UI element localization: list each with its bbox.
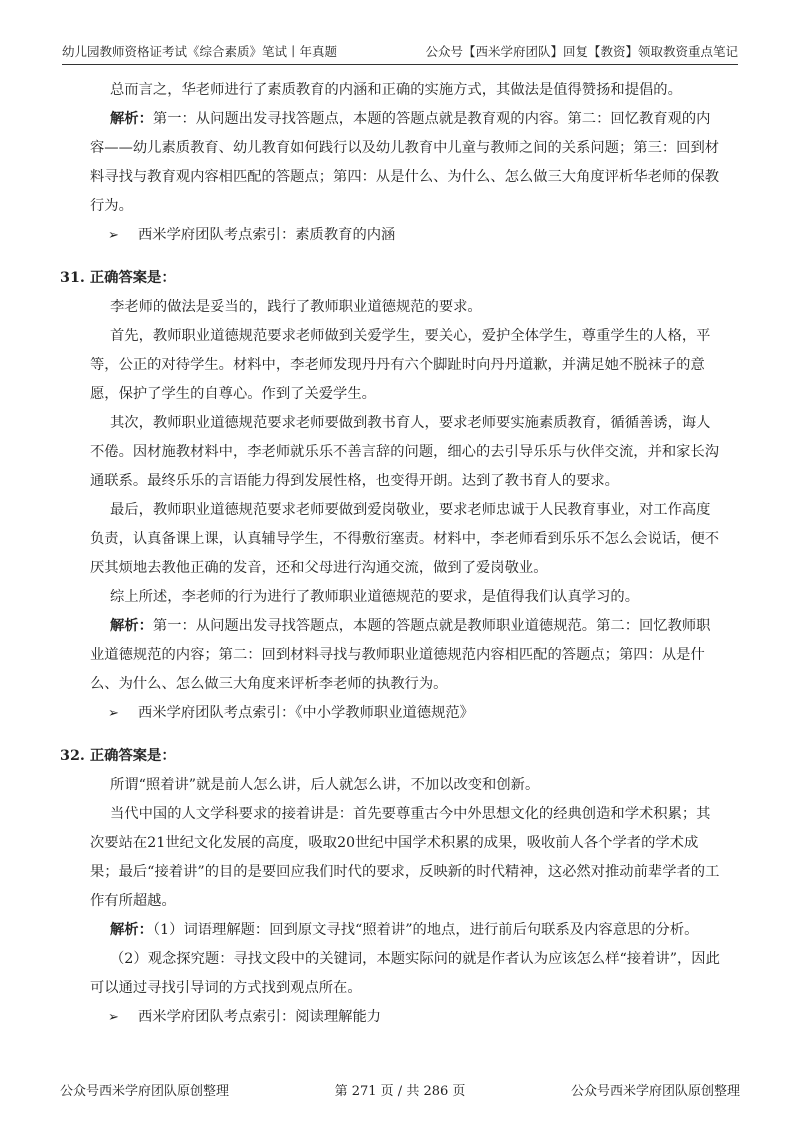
paragraph: 首先，教师职业道德规范要求老师做到关爱学生，要关心，爱护全体学生，尊重学生的人格，平等，公正的对待学生。材料中，李老师发现丹丹有六个脚趾时向丹丹道歉，并满足她不脱袜子的意愿，保护了学生的自尊心。作到了关爱学生。 — [90, 328, 711, 402]
analysis-label: 解析： — [110, 111, 153, 127]
header-left-text: 幼儿园教师资格证考试《综合素质》笔试丨年真题 — [62, 44, 338, 59]
arrow-bullet-icon: ➢ — [108, 228, 119, 243]
paragraph: 所谓“照着讲”就是前人怎么讲，后人就怎么讲，不加以改变和创新。 — [110, 777, 540, 793]
analysis-paragraph — [90, 612, 722, 699]
header-right-text: 公众号【西米学府团队】回复【教资】领取教资重点笔记 — [425, 44, 738, 59]
analysis-text: （1）词语理解题：回到原文寻找“照着讲”的地点，进行前后句联系及内容意思的分析。 — [152, 922, 699, 938]
paragraph: 其次，教师职业道德规范要求老师要做到教书育人，要求老师要实施素质教育，循循善诱，诲人不倦。因材施教材料中，李老师就乐乐不善言辞的问题，细心的去引导乐乐与伙伴交流，并和家长沟通联系。最终乐乐的言语能力得到发展性格，也变得开朗。达到了教书育人的要求。 — [90, 415, 720, 489]
paragraph: 最后，教师职业道德规范要求老师要做到爱岗敬业，要求老师忠诚于人民教育事业，对工作高度负责，认真备课上课，认真辅导学生，不得敷衍塞责。材料中，李老师看到乐乐不怎么会说话，便不厌其烦地去教他正确的发音，还和父母进行沟通交流，做到了爱岗敬业。 — [90, 502, 720, 576]
page-content — [60, 76, 722, 1032]
arrow-bullet-icon: ➢ — [108, 706, 119, 721]
paragraph: 李老师的做法是妥当的，践行了教师职业道德规范的要求。 — [110, 299, 482, 315]
reference-text: 西米学府团队考点索引：阅读理解能力 — [138, 1009, 382, 1025]
reference-text: 西米学府团队考点索引：《中小学教师职业道德规范》 — [138, 705, 474, 721]
analysis-paragraph — [90, 105, 722, 221]
reference-text: 西米学府团队考点索引：素质教育的内涵 — [138, 227, 396, 243]
paragraph: 总而言之，华老师进行了素质教育的内涵和正确的实施方式，其做法是值得赞扬和提倡的。 — [110, 82, 682, 98]
footer-right-text: 公众号西米学府团队原创整理 — [570, 1084, 740, 1099]
question-heading: 32. 正确答案是： — [60, 748, 176, 764]
page-number: 第 271 页 / 共 286 页 — [334, 1084, 466, 1099]
question-heading: 31. 正确答案是： — [60, 270, 176, 286]
arrow-bullet-icon: ➢ — [108, 1010, 119, 1025]
reference-line — [108, 221, 722, 250]
paragraph: 当代中国的人文学科要求的接着讲是：首先要尊重古今中外思想文化的经典创造和学术积累；其次要站在21世纪文化发展的高度，吸取20世纪中国学术积累的成果，吸收前人各个学者的学术成果；最后“接着讲”的目的是要回应我们时代的要求，反映新的时代精神，这必然对推动前辈学者的工作有所超越。 — [90, 806, 720, 909]
reference-line — [108, 699, 722, 728]
page-header — [62, 38, 738, 65]
analysis-text: 第一：从问题出发寻找答题点，本题的答题点就是教育观的内容。第二：回忆教育观的内容——幼儿素质教育、幼儿教育如何践行以及幼儿教育中儿童与教师之间的关系问题；第三：回到材料寻找与教育观内容相匹配的答题点；第四：从是什么、为什么、怎么做三大角度评析华老师的保教行为。 — [90, 111, 720, 214]
paragraph: 综上所述，李老师的行为进行了教师职业道德规范的要求，是值得我们认真学习的。 — [110, 589, 639, 605]
reference-line — [108, 1003, 722, 1032]
paragraph: （2）观念探究题：寻找文段中的关键词，本题实际问的就是作者认为应该怎么样“接着讲”，因此可以通过寻找引导词的方式找到观点所在。 — [90, 951, 720, 996]
analysis-label: 解析： — [110, 618, 153, 634]
footer-left-text: 公众号西米学府团队原创整理 — [60, 1084, 230, 1099]
analysis-text: 第一：从问题出发寻找答题点，本题的答题点就是教师职业道德规范。第二：回忆教师职业道德规范的内容；第二：回到材料寻找与教师职业道德规范内容相匹配的答题点；第四：从是什么、为什么、怎么做三大角度来评析李老师的执教行为。 — [90, 618, 711, 692]
analysis-label: 解析： — [110, 922, 153, 938]
analysis-paragraph — [90, 916, 722, 945]
